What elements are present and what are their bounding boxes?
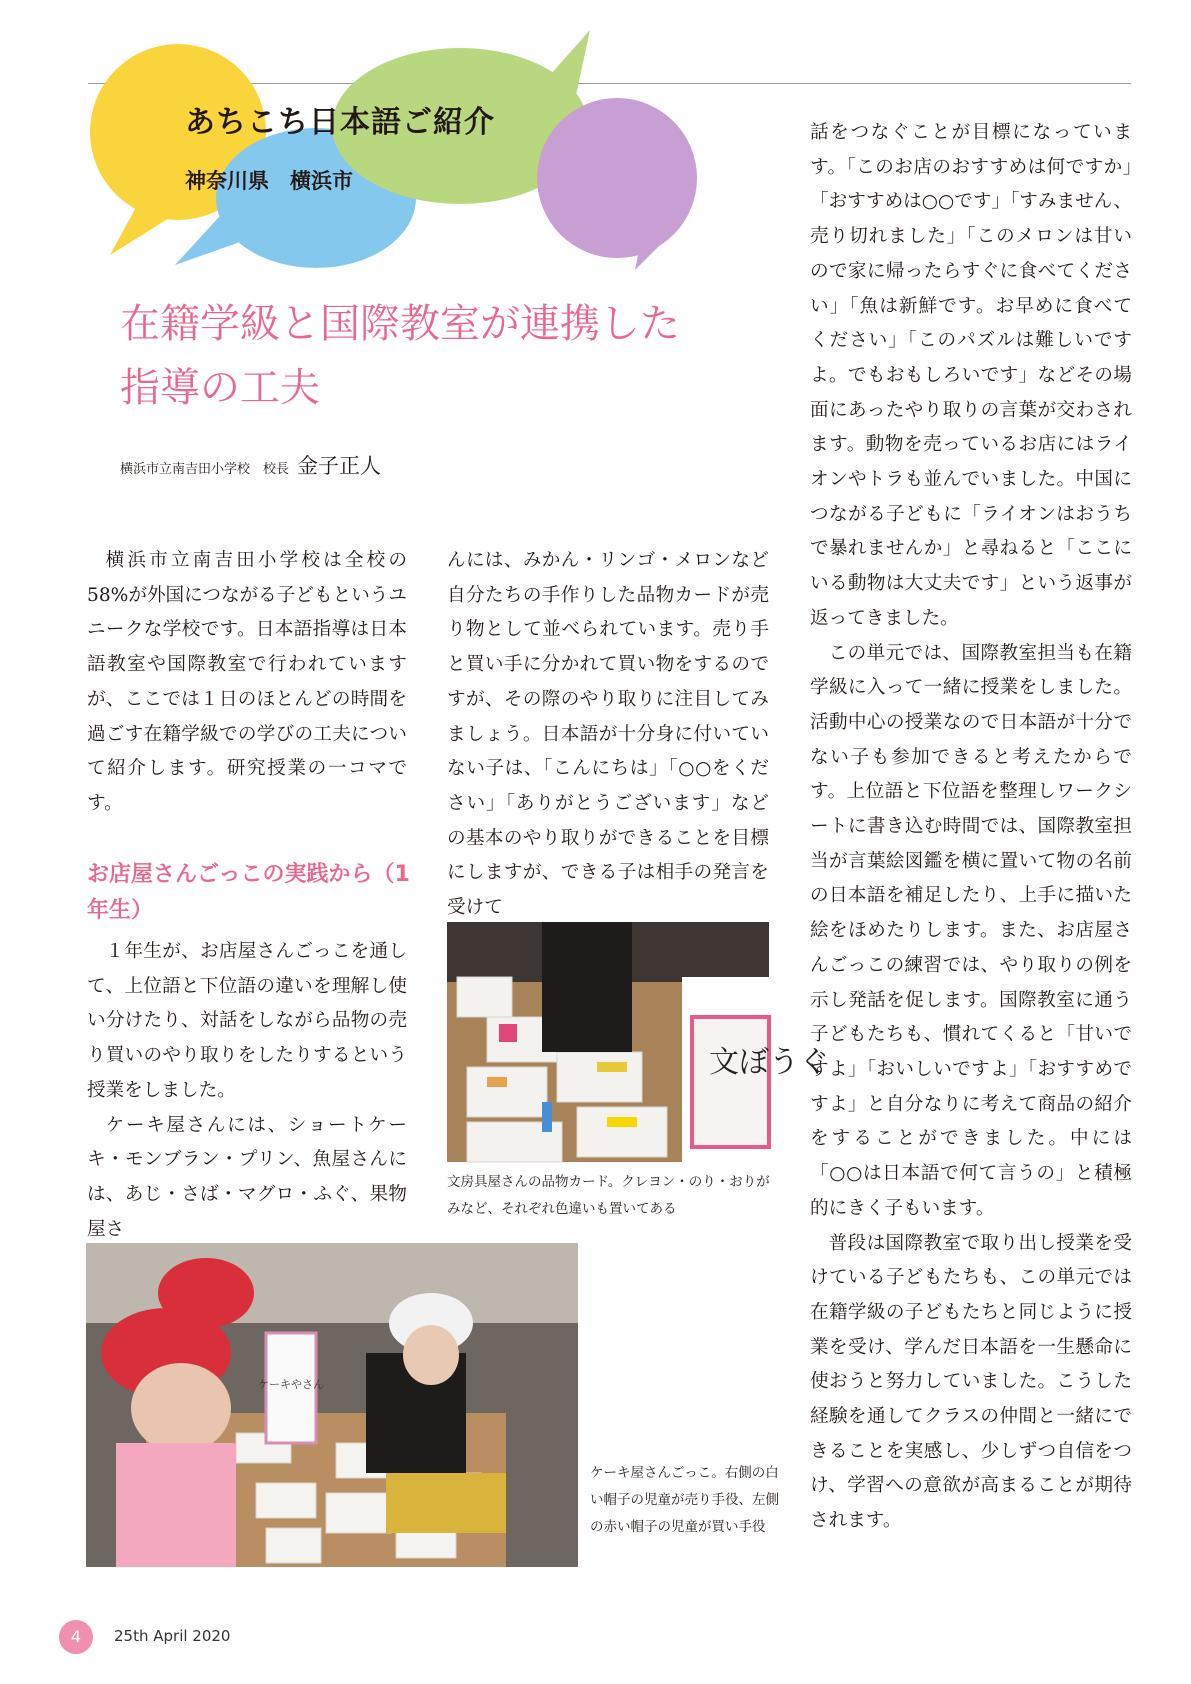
column-2-body	[447, 544, 769, 926]
stationery-shop-sign: 文ぼうぐ	[709, 1045, 829, 1080]
intro-paragraph: 横浜市立南吉田小学校は全校の58%が外国につながる子どもというユニークな学校です。日本語指導は日本語教室や国際教室で行われていますが、ここでは１日のほとんどの時間を過ごす在籍学級での学びの工夫について紹介します。研究授業の一コマです。	[87, 550, 407, 814]
body-paragraph-grade1: １年生が、お店屋さんごっこを通して、上位語と下位語の違いを理解し使い分けたり、対話をしながら品物の売り買いのやり取りをしたりするという授業をしました。	[87, 941, 407, 1101]
purple-speech-bubble	[537, 98, 697, 270]
column-1-body	[87, 935, 407, 1247]
column-1-intro	[87, 544, 407, 822]
series-title: あちこち日本語ご紹介	[185, 105, 495, 140]
article-title	[120, 292, 760, 420]
cake-shop-photo-caption: ケーキ屋さんごっこ。右側の白い帽子の児童が売り手役、左側の赤い帽子の児童が買い手役	[590, 1465, 779, 1535]
page-number-badge: 4	[59, 1620, 93, 1654]
body-paragraph-conclusion: 普段は国際教室で取り出し授業を受けている子どもたちも、この単元では在籍学級の子どもたちと同じように授業を受け、学んだ日本語を一生懸命に使おうと努力していました。こうした経験を通してクラスの仲間と一緒にできることを実感し、少しずつ自信をつけ、学習への意欲が高まることが期待されます。	[810, 1232, 1132, 1532]
issue-date: 25th April 2020	[114, 1627, 231, 1645]
stationery-photo-caption: 文房具屋さんの品物カード。クレヨン・のり・おりがみなど、それぞれ色違いも置いてある	[447, 1174, 770, 1217]
column-3-body	[810, 116, 1132, 1539]
cake-shop-illustration	[86, 1243, 578, 1567]
author-name: 金子正人	[297, 454, 382, 478]
cake-shop-sign: ケーキやさん	[258, 1378, 324, 1391]
article-title-line-1: 在籍学級と国際教室が連携した	[120, 301, 680, 347]
cake-shop-photo	[86, 1243, 578, 1567]
location-label: 神奈川県 横浜市	[185, 169, 353, 193]
body-paragraph-exchange: んには、みかん・リンゴ・メロンなど自分たちの手作りした品物カードが売り物として並べられています。売り手と買い手に分かれて買い物をするのですが、その際のやり取りに注目してみましょう。日本語が十分身に付いていない子は、「こんにちは」「○○をください」「ありがとうございます」などの基本のやり取りができることを目標にしますが、できる子は相手の発言を受けて	[447, 550, 769, 919]
stationery-shop-photo	[447, 922, 829, 1162]
body-paragraph-conversation: 話をつなぐことが目標になっています。「このお店のおすすめは何ですか」「おすすめは○○です」「すみません、売り切れました」「このメロンは甘いので家に帰ったらすぐに食べてください」「魚は新鮮です。お早めに食べてください」「このパズルは難しいですよ。でもおもしろいです」などその場面にあったやり取りの言葉が交わされます。動物を売っているお店にはライオンやトラも並んでいました。中国につながる子どもに「ライオンはおうちで暴れませんか」と尋ねると「ここにいる動物は大丈夫です」という返事が返ってきました。	[810, 122, 1132, 629]
body-paragraph-team-teaching: この単元では、国際教室担当も在籍学級に入って一緒に授業をしました。活動中心の授業なので日本語が十分でない子も参加できると考えたからです。上位語と下位語を整理しワークシートに書き込む時間では、国際教室担当が言葉絵図鑑を横に置いて物の名前の日本語を補足したり、上手に描いた絵をほめたりします。また、お店屋さんごっこの練習では、やり取りの例を示し発話を促します。国際教室に通う子どもたちも、慣れてくると「甘いですよ」「おいしいですよ」「おすすめですよ」と自分なりに考えて商品の紹介をすることができました。中には「○○は日本語で何て言うの」と積極的にきく子もいます。	[810, 642, 1132, 1219]
author-affiliation: 横浜市立南吉田小学校 校長	[120, 462, 290, 477]
body-paragraph-shops: ケーキ屋さんには、ショートケーキ・モンブラン・プリン、魚屋さんには、あじ・さば・マグロ・ふぐ、果物屋さ	[87, 1114, 407, 1240]
speech-bubbles-decoration	[80, 20, 700, 280]
stationery-shop-illustration	[447, 922, 829, 1162]
section-subheading: お店屋さんごっこの実践から（1年生）	[87, 862, 410, 923]
author-byline	[120, 450, 381, 480]
article-title-line-2: 指導の工夫	[120, 365, 320, 411]
